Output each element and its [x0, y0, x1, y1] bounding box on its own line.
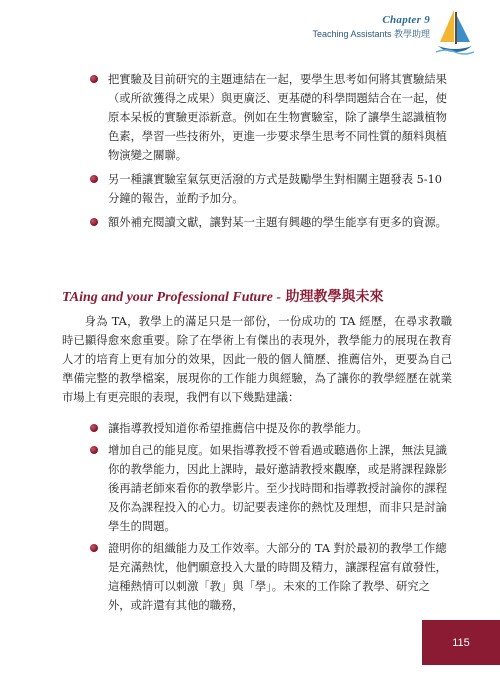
bullet-icon	[90, 75, 98, 83]
list-item-text: 額外補充閱讀文獻，讓對某一主題有興趣的學生能享有更多的資源。	[108, 216, 447, 229]
list-item	[88, 539, 448, 615]
list-item-text: 另一種讓實驗室氣氛更活潑的方式是鼓勵學生對相關主題發表 5-10 分鐘的報告，並酌予加分。	[108, 173, 442, 205]
list-item	[88, 441, 448, 536]
body-paragraph: 身為 TA，教學上的滿足只是一部份，一份成功的 TA 經歷，在尋求教職時已顯得愈來愈重要。除了在學術上有傑出的表現外，教學能力的展現在教育人才的培育上更有加分的效果，因此一般的個人簡歷、推薦信外，更要為自己準備完整的教學檔案，展現你的工作能力與經驗，為了讓你的教學經歷在就業市場上有更亮眼的表現，我們有以下幾點建議：	[62, 315, 452, 404]
list-item-text: 把實驗及目前研究的主題連結在一起，要學生思考如何將其實驗結果（或所欲獲得之成果）與更廣泛、更基礎的科學問題結合在一起，使原本呆板的實驗更添新意。例如在生物實驗室，除了讓學生認識植物色素，學習一些技術外，更進一步要求學生思考不同性質的顏料與植物演變之關聯。	[108, 73, 447, 162]
page-number-tab	[422, 620, 500, 665]
list-item	[88, 70, 448, 165]
list-item	[88, 213, 448, 232]
list-item-text: 證明你的組織能力及工作效率。大部分的 TA 對於最初的教學工作總是充滿熱忱，他們願意投入大量的時間及精力，讓課程富有啟發性，這種熱情可以刺激「教」與「學」。未來的工作除了教學、研究之外，或許還有其他的職務，	[108, 542, 447, 612]
bullet-icon	[90, 218, 98, 226]
section-heading	[62, 286, 462, 306]
list-item	[88, 170, 448, 208]
list-item-text: 讓指導教授知道你希望推薦信中提及你的教學能力。	[108, 422, 368, 435]
running-header	[312, 14, 430, 40]
chapter-title: Teaching Assistants 教學助理	[312, 29, 430, 39]
chapter-label: Chapter 9	[382, 14, 430, 26]
bullet-icon	[90, 544, 98, 552]
list-item-text: 增加自己的能見度。如果指導教授不曾看過或聽過你上課，無法見識你的教學能力，因此上課時，最好邀請教授來觀摩，或是將課程錄影後再請老師來看你的教學影片。至少找時間和指導教授討論你的課程及你為課程投入的心力。切記要表達你的熱忱及理想，而非只是討論學生的問題。	[108, 444, 447, 533]
section-heading-english: TAing and your Professional Future -	[62, 290, 281, 305]
bullet-icon	[90, 446, 98, 454]
section-heading-chinese: 助理教學與未來	[285, 289, 384, 305]
bullet-icon	[90, 175, 98, 183]
bottom-bullet-list	[88, 419, 448, 618]
list-item	[88, 419, 448, 438]
sailboat-logo-icon	[436, 8, 474, 56]
top-bullet-list	[88, 70, 448, 237]
bullet-icon	[90, 424, 98, 432]
page-number: 115	[452, 636, 470, 649]
